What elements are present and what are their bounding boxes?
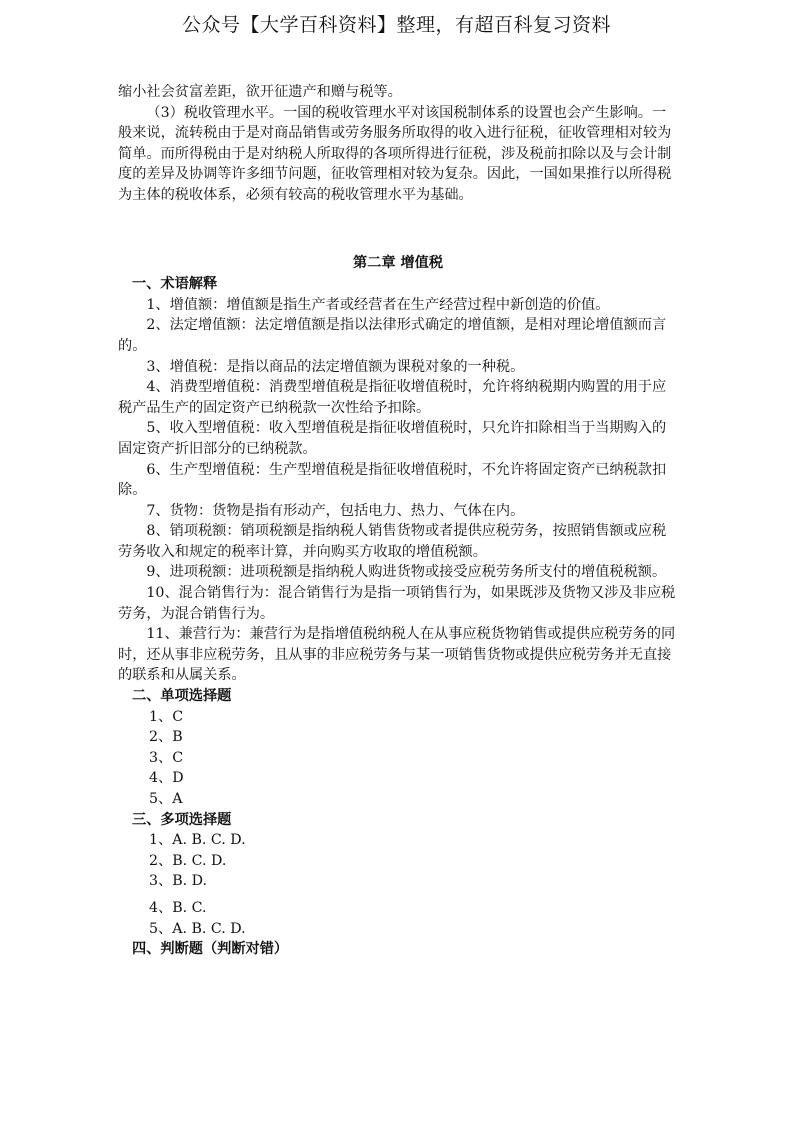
multi-choice-answer-5: 5、A. B. C. D.	[149, 920, 246, 937]
term-item-10: 10、混合销售行为：混合销售行为是指一项销售行为，如果既涉及货物又涉及非应税劳务，为混合销售行为。	[118, 585, 676, 622]
term-item-5: 5、收入型增值税：收入型增值税是指征收增值税时，只允许扣除相当于当期购入的固定资产折旧部分的已纳税款。	[118, 420, 667, 457]
term-item-6: 6、生产型增值税：生产型增值税是指征收增值税时，不允许将固定资产已纳税款扣除。	[118, 461, 667, 499]
section-title-terms: 一、术语解释	[132, 276, 218, 293]
term-item-3: 3、增值税：是指以商品的法定增值额为课税对象的一种税。	[146, 358, 525, 375]
term-item-8: 8、销项税额：销项税额是指纳税人销售货物或者提供应税劳务，按照销售额或应税劳务收入和规定的税率计算，并向购买方收取的增值税额。	[118, 523, 667, 560]
chapter-title: 第二章 增值税	[352, 254, 444, 271]
section-title-true-false: 四、判断题（判断对错）	[132, 941, 289, 958]
term-item-1: 1、增值额：增值额是指生产者或经营者在生产经营过程中新创造的价值。	[146, 296, 610, 313]
single-choice-answer-5: 5、A	[149, 791, 183, 807]
single-choice-answer-1: 1、C	[149, 708, 184, 725]
term-item-9: 9、进项税额：进项税额是指纳税人购进货物或接受应税劳务所支付的增值税税额。	[146, 564, 667, 581]
section-title-multi-choice: 三、多项选择题	[132, 811, 232, 828]
intro-paragraph-2: （3）税收管理水平。一国的税收管理水平对该国税制体系的设置也会产生影响。一般来说，流转税由于是对商品销售或劳务服务所取得的收入进行征税，征收管理相对较为简单。而所得税由于是对纳税人所取得的各项所得进行征税，涉及税前扣除以及与会计制度的差异及协调等许多细节问题，征收管理相对较为复杂。因此，一国如果推行以所得税为主体的税收体系，必须有较高的税收管理水平为基础。	[118, 104, 672, 203]
document-body	[118, 82, 678, 960]
term-item-4: 4、消费型增值税：消费型增值税是指征收增值税时，允许将纳税期内购置的用于应税产品生产的固定资产已纳税款一次性给予扣除。	[118, 379, 667, 416]
single-choice-answer-4: 4、D	[149, 770, 184, 787]
single-choice-answer-2: 2、B	[149, 729, 183, 746]
section-title-single-choice: 二、单项选择题	[132, 688, 232, 705]
term-item-7: 7、货物：货物是指有形动产，包括电力、热力、气体在内。	[146, 502, 525, 519]
multi-choice-answer-2: 2、B. C. D.	[149, 852, 227, 869]
single-choice-answer-3: 3、C	[149, 749, 184, 766]
multi-choice-answer-4: 4、B. C.	[149, 899, 207, 916]
term-item-2: 2、法定增值额：法定增值额是指以法律形式确定的增值额，是相对理论增值额而言的。	[118, 317, 667, 354]
multi-choice-answer-3: 3、B. D.	[149, 873, 208, 890]
multi-choice-answer-1: 1、A. B. C. D.	[149, 832, 246, 849]
intro-paragraph-1: 缩小社会贫富差距，欲开征遗产和赠与税等。	[118, 84, 402, 100]
term-item-11: 11、兼营行为：兼营行为是指增值税纳税人在从事应税货物销售或提供应税劳务的同时，还从事非应税劳务，且从事的非应税劳务与某一项销售货物或提供应税劳务并无直接的联系和从属关系。	[118, 626, 676, 684]
page-header: 公众号【大学百科资料】整理，有超百科复习资料	[181, 14, 611, 36]
